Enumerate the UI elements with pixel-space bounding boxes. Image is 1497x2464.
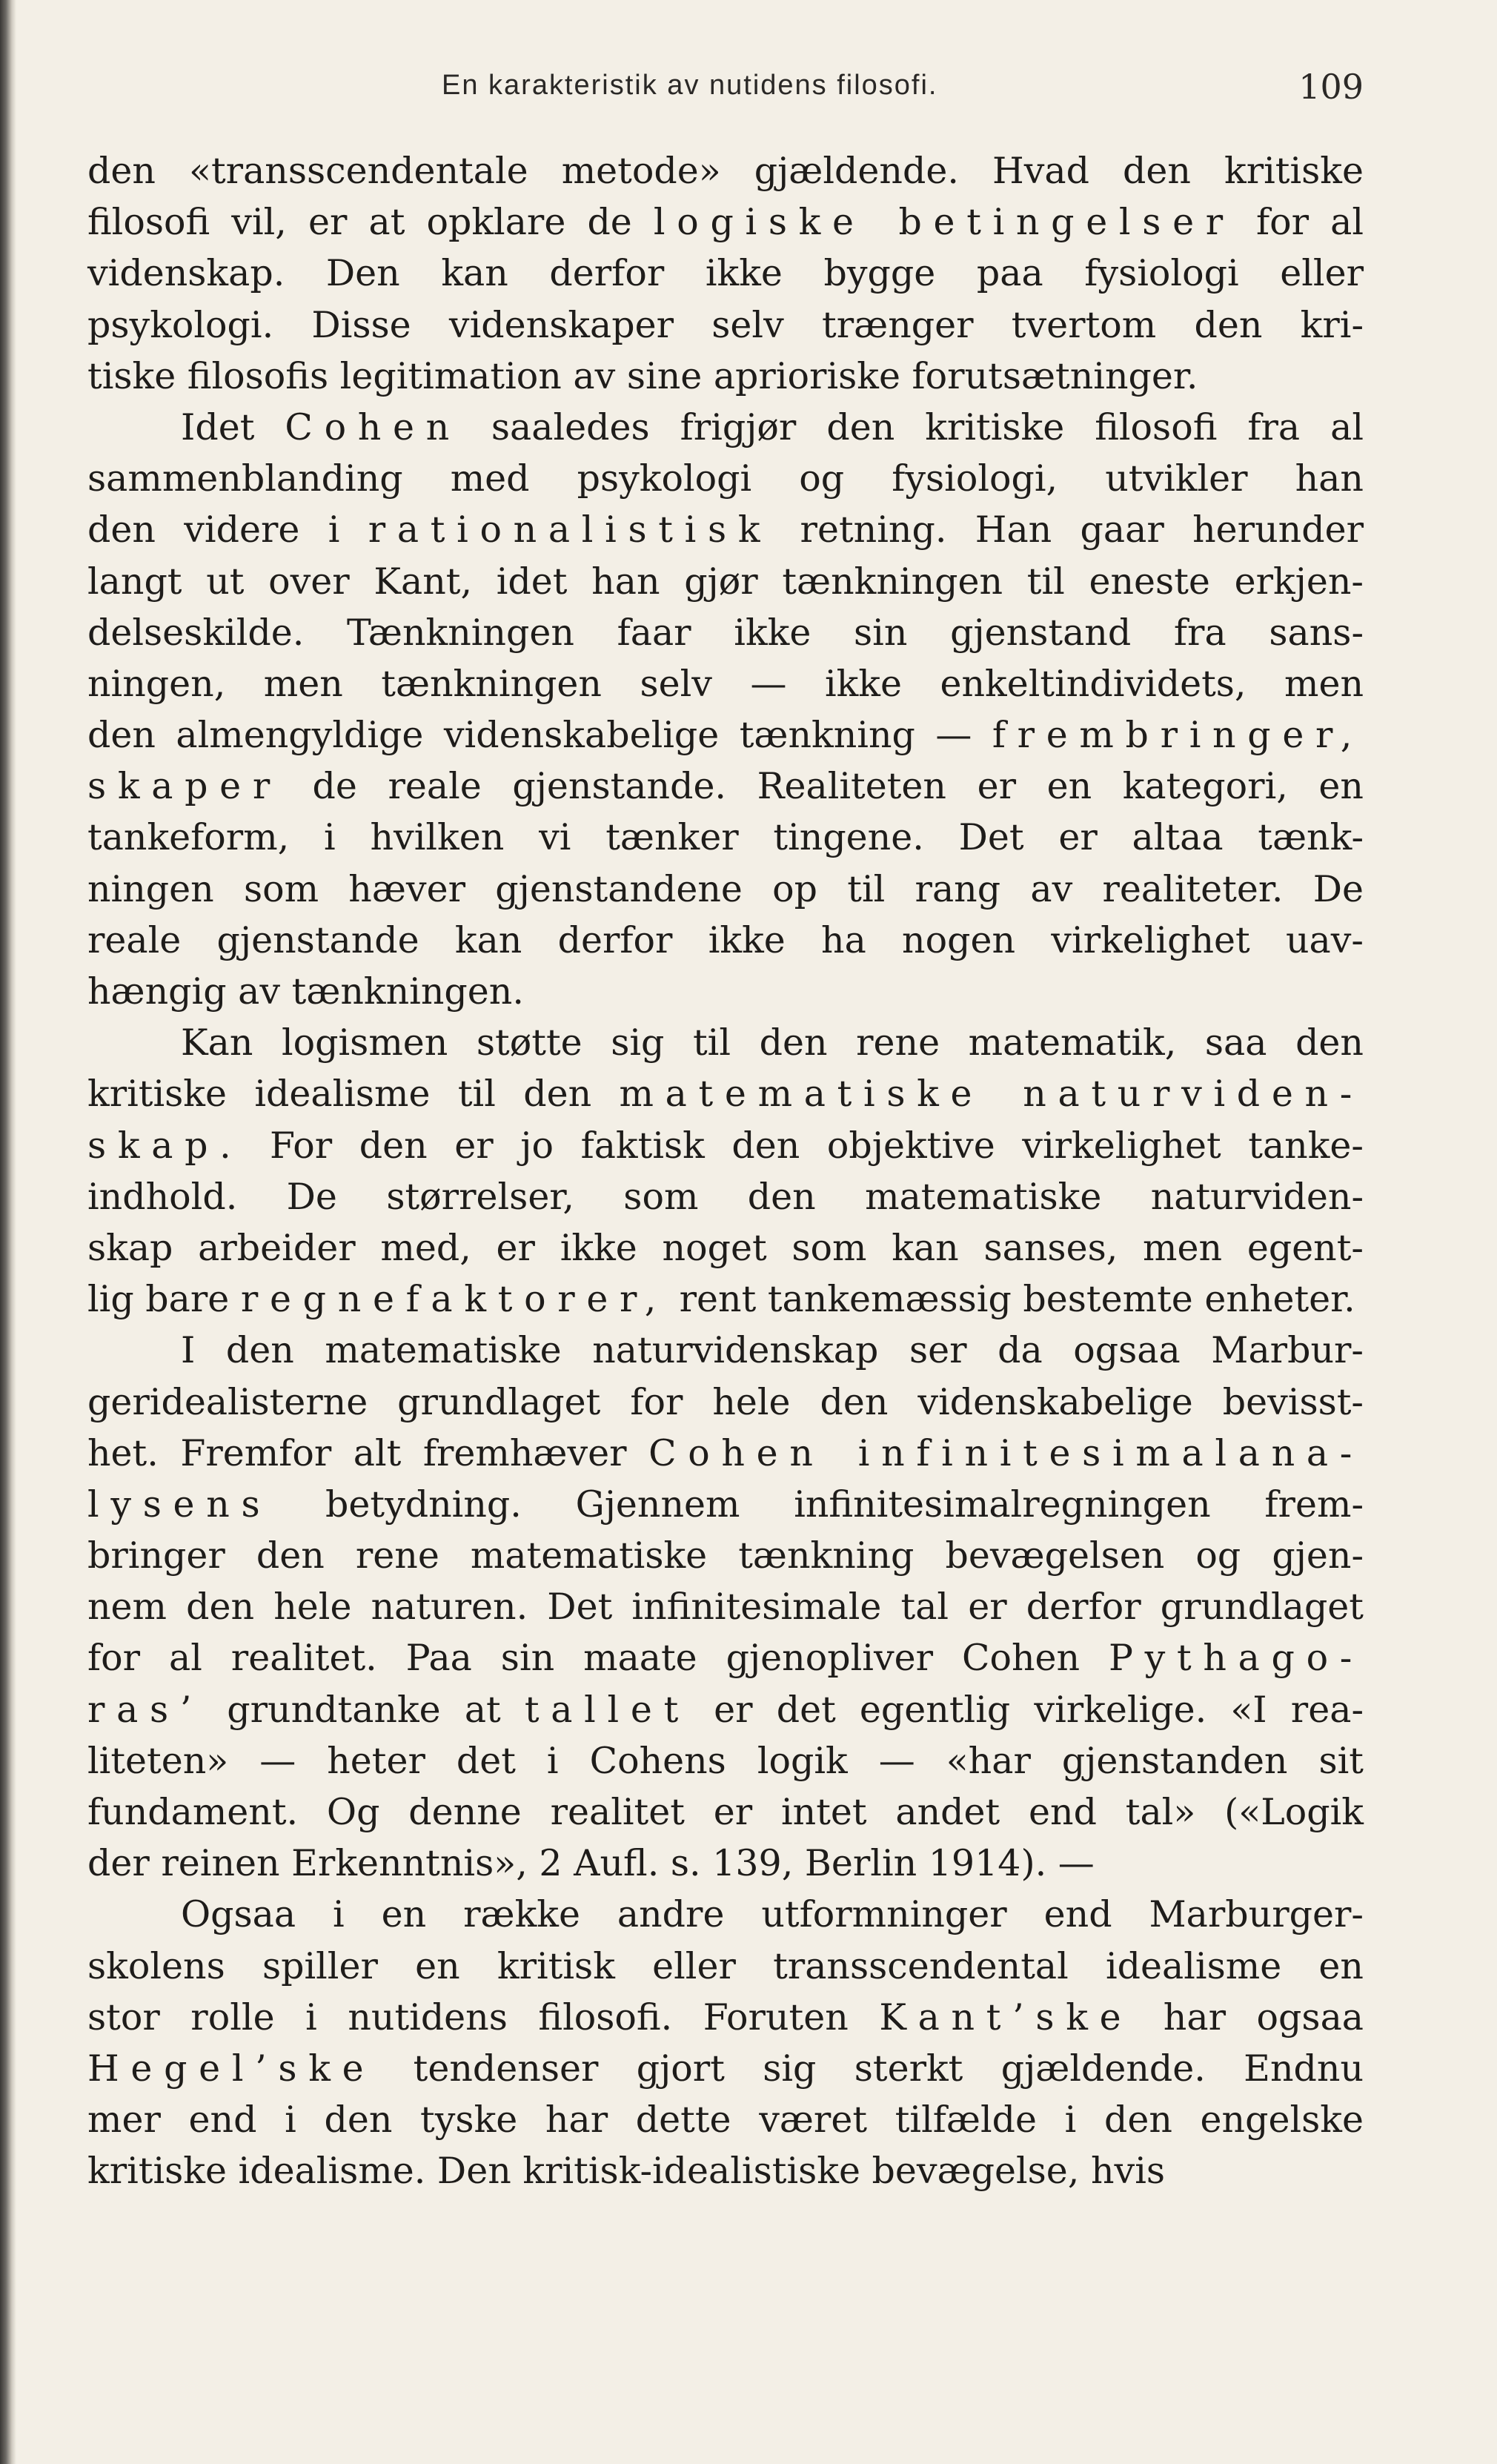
text-run: bringer den rene matematiske tænkning bevægelsen og gjen- — [87, 1534, 1364, 1577]
text-run: den almengyldige videnskabelige tænkning — — [87, 714, 992, 757]
text-line — [87, 1017, 1364, 1068]
text-run: Kan logismen støtte sig til den rene matematik, saa den — [181, 1021, 1364, 1064]
text-run: videnskap. Den kan derfor ikke bygge paa fysiologi eller — [87, 252, 1364, 295]
text-line — [87, 1171, 1364, 1222]
text-run: er det egentlig virkelige. «I rea- — [689, 1688, 1364, 1731]
text-run: lig bare — [87, 1278, 241, 1321]
text-run: for al — [1234, 201, 1364, 244]
paragraph — [87, 145, 1364, 402]
spaced-emphasis: Kant’ske — [879, 1996, 1133, 2039]
text-line — [87, 812, 1364, 863]
text-line — [87, 1786, 1364, 1838]
spaced-emphasis: Cohen infinitesimalana- — [648, 1431, 1364, 1474]
text-line — [87, 196, 1364, 248]
text-run: tankeform, i hvilken vi tænker tingene. Det er altaa tænk- — [87, 816, 1364, 859]
text-run: har ogsaa — [1132, 1996, 1364, 2039]
spaced-emphasis: skap. — [87, 1124, 243, 1167]
text-run: liteten» — heter det i Cohens logik — «har gjenstanden sit — [87, 1739, 1364, 1782]
text-run: psykologi. Disse videnskaper selv trænger tvertom den kri- — [87, 303, 1364, 346]
text-run: de reale gjenstande. Realiteten er en kategori, en — [281, 765, 1364, 808]
text-line — [87, 658, 1364, 709]
text-line — [87, 1274, 1364, 1325]
text-line — [87, 1581, 1364, 1632]
body-text — [87, 145, 1364, 2197]
spaced-emphasis: frembringer, — [992, 714, 1364, 757]
text-run: for al realitet. Paa sin maate gjenopliver Cohen — [87, 1637, 1109, 1680]
running-title: En karakteristik av nutidens filosofi. — [442, 70, 938, 101]
page-header — [87, 62, 1364, 114]
text-line — [87, 1632, 1364, 1683]
text-line — [87, 402, 1364, 453]
text-line — [87, 1684, 1364, 1735]
text-run: saaledes frigjør den kritiske filosofi fra al — [460, 405, 1364, 448]
paragraph — [87, 1889, 1364, 2196]
text-run: delseskilde. Tænkningen faar ikke sin gjenstand fra sans- — [87, 611, 1364, 654]
text-line — [87, 1325, 1364, 1376]
text-run: het. Fremfor alt fremhæver — [87, 1431, 649, 1474]
text-run: mer end i den tyske har dette været tilfælde i den engelske — [87, 2099, 1364, 2142]
text-run: stor rolle i nutidens filosofi. Foruten — [87, 1996, 880, 2039]
text-line — [87, 1735, 1364, 1786]
text-run: fundament. Og denne realitet er intet andet end tal» («Logik — [87, 1791, 1364, 1833]
text-run: filosofi vil, er at opklare de — [87, 201, 654, 244]
text-run: langt ut over Kant, idet han gjør tænkningen til eneste erkjen- — [87, 560, 1364, 603]
text-run: kritiske idealisme til den — [87, 1073, 620, 1116]
text-line — [87, 761, 1364, 812]
text-line — [87, 453, 1364, 504]
book-page — [87, 0, 1364, 2464]
text-line — [87, 1479, 1364, 1530]
spaced-emphasis: ras’ — [87, 1688, 204, 1731]
text-line — [87, 915, 1364, 966]
text-run: grundtanke at — [203, 1688, 525, 1731]
text-line — [87, 1377, 1364, 1428]
text-run: geridealisterne grundlaget for hele den videnskabelige bevisst- — [87, 1380, 1364, 1423]
text-line — [87, 966, 1364, 1017]
text-run: reale gjenstande kan derfor ikke ha nogen virkelighet uav- — [87, 918, 1364, 961]
text-run: betydning. Gjennem infinitesimalregningen frem- — [271, 1483, 1364, 1526]
text-run: nem den hele naturen. Det infinitesimale tal er derfor grundlaget — [87, 1586, 1364, 1629]
paragraph — [87, 1017, 1364, 1325]
text-run: I den matematiske naturvidenskap ser da ogsaa Marbur- — [181, 1329, 1364, 1372]
text-run: skap arbeider med, er ikke noget som kan sanses, men egent- — [87, 1226, 1364, 1269]
text-line — [87, 1838, 1364, 1889]
text-line — [87, 709, 1364, 761]
text-line — [87, 248, 1364, 299]
spaced-emphasis: Pythago- — [1109, 1637, 1364, 1680]
spaced-emphasis: skaper — [87, 765, 282, 808]
page-number: 109 — [1298, 67, 1364, 107]
text-line — [87, 864, 1364, 915]
paragraph — [87, 402, 1364, 1017]
text-line — [87, 556, 1364, 607]
text-run: Idet — [181, 405, 285, 448]
text-line — [87, 1428, 1364, 1479]
text-run: den «transscendentale metode» gjældende. Hvad den kritiske — [87, 150, 1364, 192]
text-run: indhold. De størrelser, som den matematiske naturviden- — [87, 1175, 1364, 1218]
text-line — [87, 2145, 1364, 2196]
paragraph — [87, 1325, 1364, 1889]
text-line — [87, 1530, 1364, 1581]
text-line — [87, 299, 1364, 351]
text-run: sammenblanding med psykologi og fysiologi, utvikler han — [87, 457, 1364, 500]
text-run: tiske filosofis legitimation av sine aprioriske forutsætninger. — [87, 354, 1198, 397]
spaced-emphasis: Cohen — [285, 405, 461, 448]
text-run: ningen som hæver gjenstandene op til rang av realiteter. De — [87, 867, 1364, 910]
spaced-emphasis: logiske betingelser — [653, 201, 1235, 244]
text-run: den videre i — [87, 509, 368, 552]
text-line — [87, 351, 1364, 402]
text-run: rent tankemæssig bestemte enheter. — [668, 1278, 1355, 1321]
text-line — [87, 2094, 1364, 2145]
text-line — [87, 1068, 1364, 1119]
spaced-emphasis: matematiske naturviden- — [619, 1073, 1364, 1116]
text-line — [87, 1941, 1364, 1992]
spaced-emphasis: rationalistisk — [368, 509, 772, 552]
text-run: kritiske idealisme. Den kritisk-idealistiske bevægelse, hvis — [87, 2150, 1166, 2193]
text-line — [87, 504, 1364, 555]
text-run: der reinen Erkenntnis», 2 Aufl. s. 139, Berlin 1914). — — [87, 1842, 1095, 1885]
spaced-emphasis: regnefaktorer, — [240, 1278, 668, 1321]
text-run: ningen, men tænkningen selv — ikke enkeltindividets, men — [87, 662, 1364, 705]
text-run: tendenser gjort sig sterkt gjældende. Endnu — [375, 2047, 1364, 2090]
text-line — [87, 1120, 1364, 1171]
text-run: retning. Han gaar herunder — [771, 509, 1364, 552]
text-run: For den er jo faktisk den objektive virkelighet tanke- — [242, 1124, 1364, 1167]
text-run: hængig av tænkningen. — [87, 970, 524, 1013]
text-line — [87, 1889, 1364, 1940]
text-run: skolens spiller en kritisk eller transscendental idealisme en — [87, 1944, 1364, 1987]
text-line — [87, 607, 1364, 658]
spaced-emphasis: lysens — [87, 1483, 272, 1526]
text-line — [87, 1222, 1364, 1274]
text-line — [87, 2043, 1364, 2094]
text-run: Ogsaa i en række andre utformninger end Marburger- — [181, 1893, 1364, 1936]
spaced-emphasis: tallet — [524, 1688, 690, 1731]
text-line — [87, 1992, 1364, 2043]
book-spine-shadow — [0, 0, 16, 2464]
text-line — [87, 145, 1364, 196]
spaced-emphasis: Hegel’ske — [87, 2047, 376, 2090]
